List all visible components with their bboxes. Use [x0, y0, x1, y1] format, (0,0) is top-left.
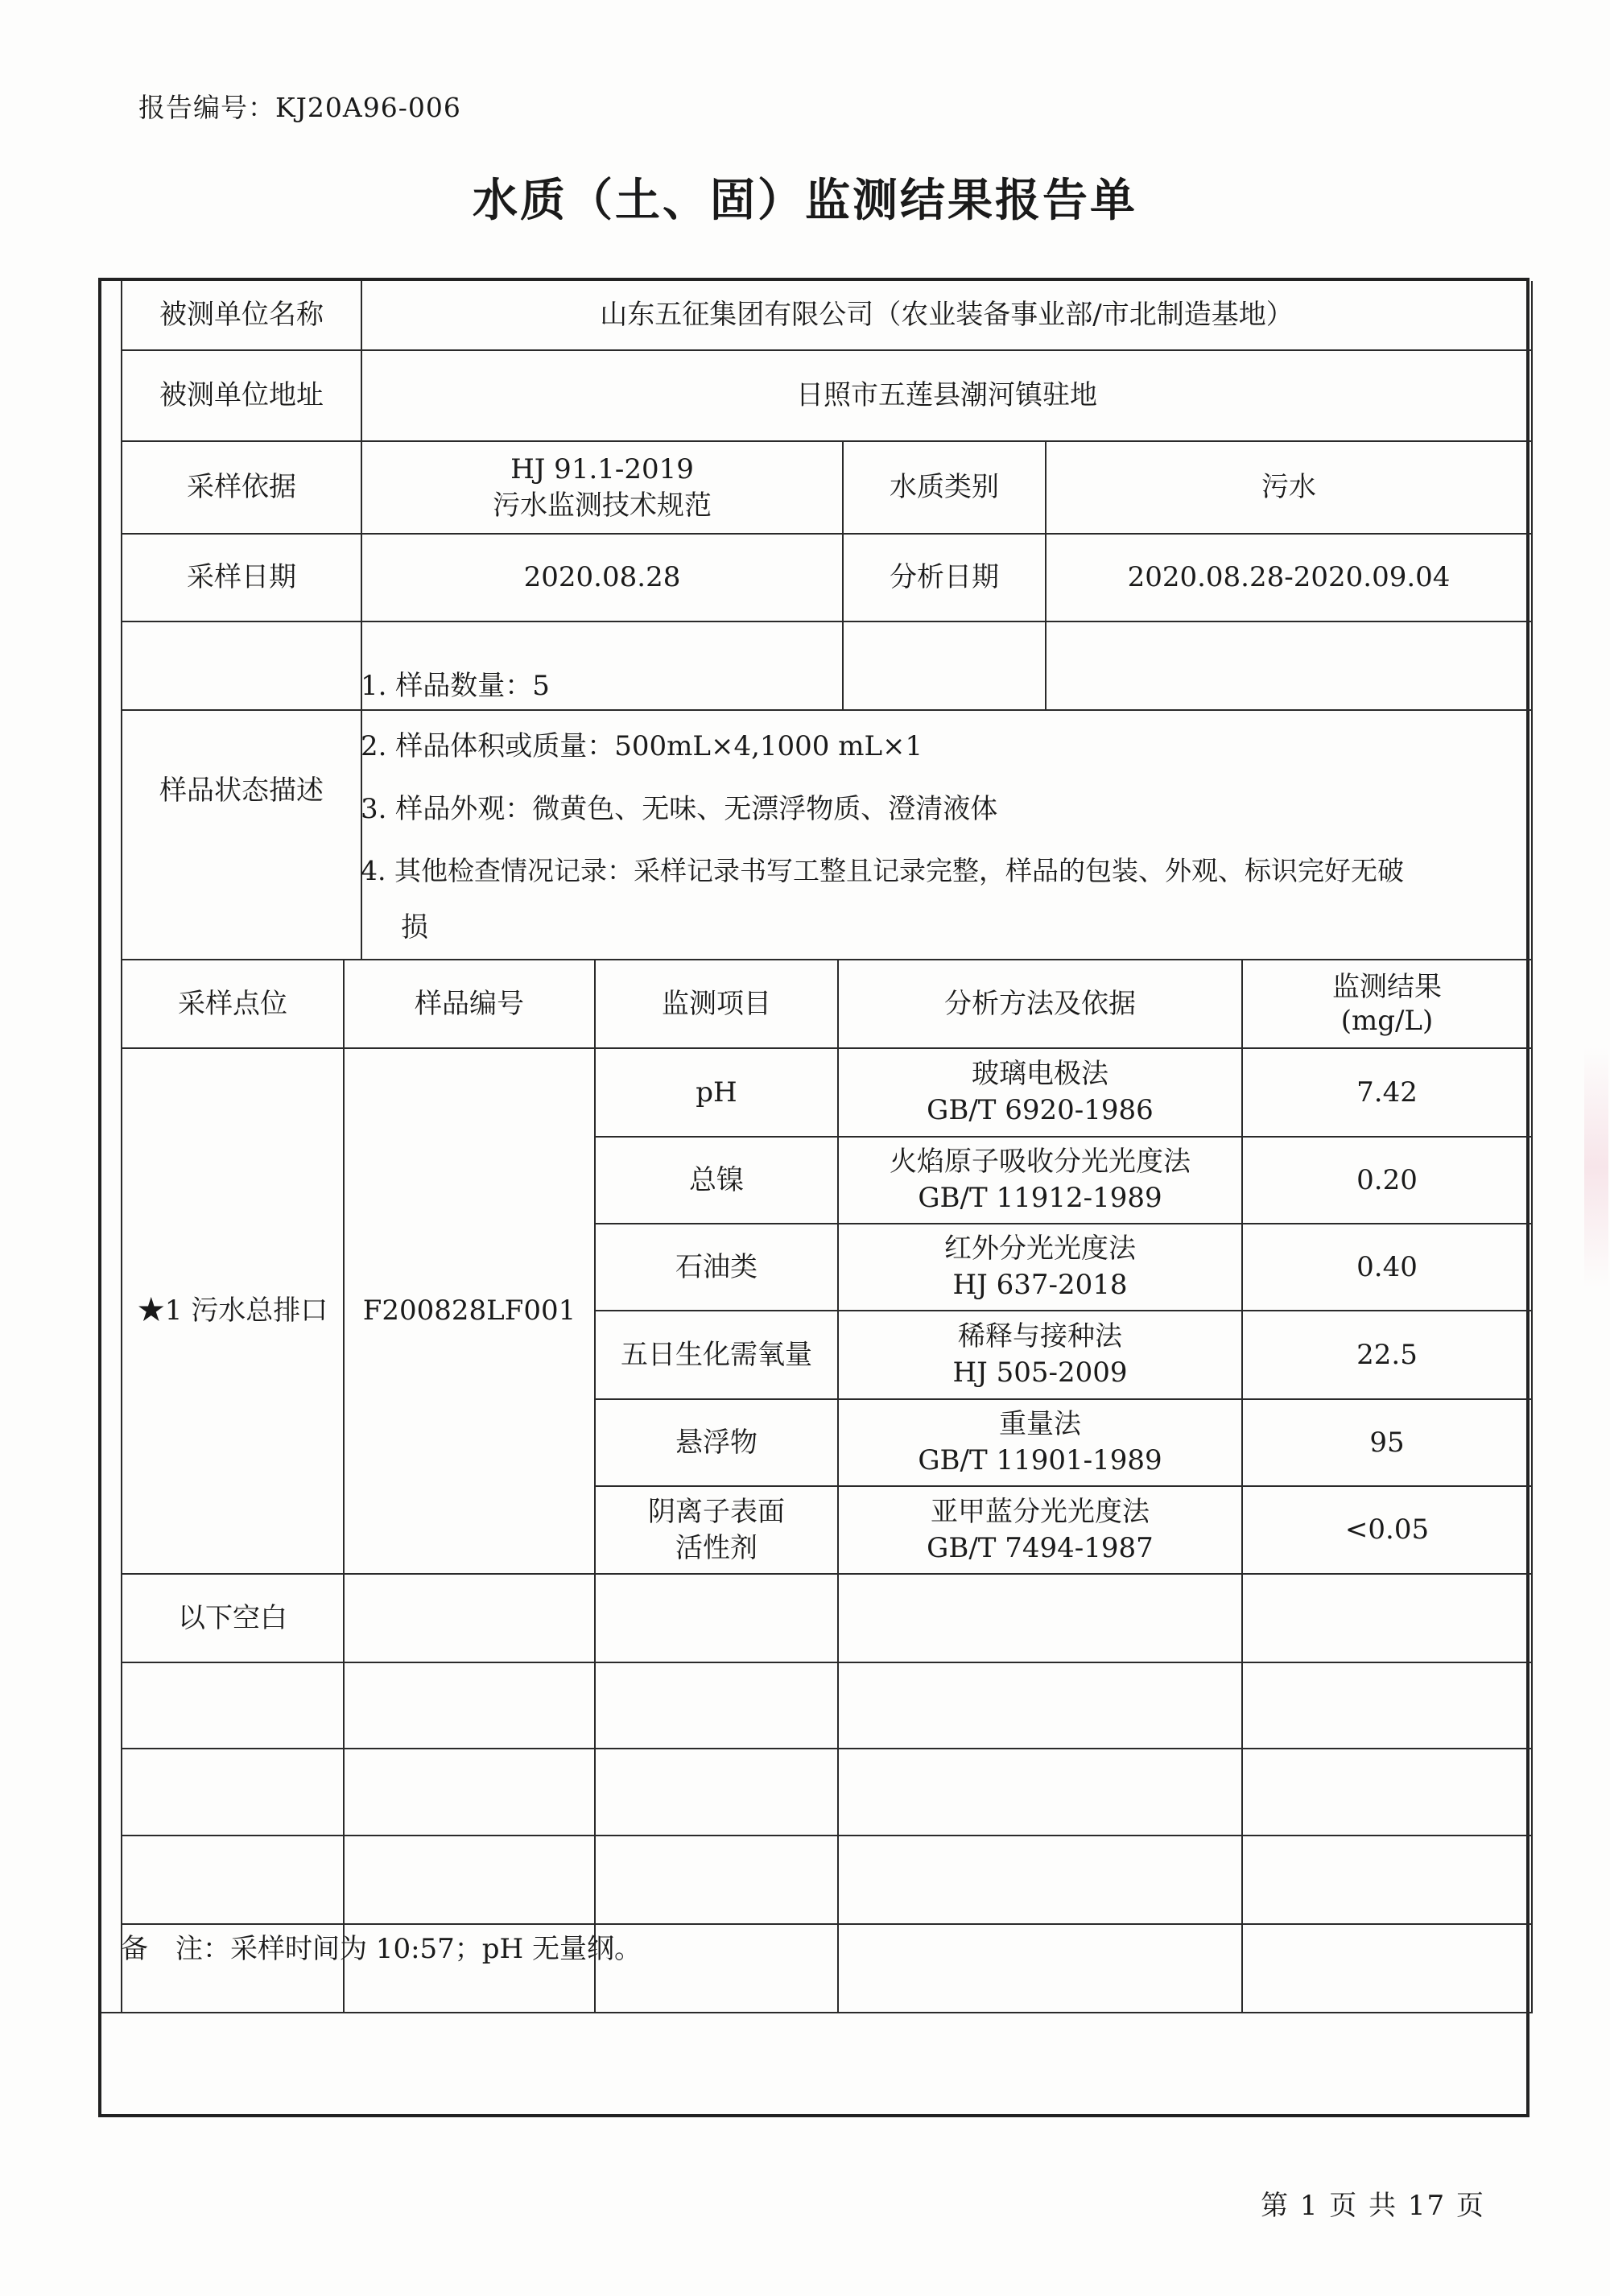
result-method: [839, 1049, 1241, 1136]
stamp-edge-mark: [1584, 1047, 1608, 1288]
sample-description-item: 4. 其他检查情况记录：采样记录书写工整且记录完整，样品的包装、外观、标识完好无破: [361, 855, 1404, 886]
header-sample-number: 样品编号: [415, 987, 524, 1020]
remark: 备 注：采样时间为 10:57；pH 无量纲。: [121, 1933, 642, 1965]
report-number-value: KJ20A96-006: [275, 92, 461, 123]
sample-description-label: 样品状态描述: [159, 774, 324, 807]
header-result: [1243, 960, 1531, 1047]
result-value: 0.20: [1356, 1163, 1418, 1196]
result-method-name: 重量法: [999, 1408, 1081, 1441]
result-method: [839, 1224, 1241, 1310]
result-item: 五日生化需氧量: [621, 1338, 812, 1371]
page-title: 水质（土、固）监测结果报告单: [473, 175, 1137, 227]
header-analysis-method: 分析方法及依据: [944, 987, 1136, 1020]
result-method: [839, 1138, 1241, 1223]
unit-name-label: 被测单位名称: [159, 299, 324, 332]
sampling-basis-code: HJ 91.1-2019: [510, 452, 694, 485]
blank-note: 以下空白: [178, 1601, 287, 1634]
result-item: 总镍: [689, 1163, 744, 1196]
result-item: 阴离子表面 活性剂: [648, 1495, 785, 1564]
result-method-standard: HJ 637-2018: [952, 1269, 1128, 1301]
result-item: pH: [696, 1076, 737, 1109]
sample-description-item: 2. 样品体积或质量：500mL×4,1000 mL×1: [361, 730, 923, 762]
result-method-name: 亚甲蓝分光光度法: [931, 1495, 1150, 1528]
unit-address-value: 日照市五莲县潮河镇驻地: [796, 379, 1097, 412]
sample-description-item: 1. 样品数量：5: [361, 670, 550, 702]
sample-description-item: 3. 样品外观：微黄色、无味、无漂浮物质、澄清液体: [361, 793, 998, 825]
report-table: [98, 278, 1530, 2117]
result-method-standard: GB/T 11912-1989: [918, 1182, 1162, 1214]
unit-name-value: 山东五征集团有限公司（农业装备事业部/市北制造基地）: [600, 299, 1294, 332]
sample-description-item-cont: 损: [401, 911, 428, 944]
result-method-standard: GB/T 11901-1989: [918, 1444, 1162, 1476]
sample-number-value: F200828LF001: [362, 1295, 576, 1328]
result-method-name: 火焰原子吸收分光光度法: [890, 1146, 1191, 1179]
report-number-label: 报告编号：: [138, 92, 275, 123]
analysis-date-label: 分析日期: [890, 561, 999, 594]
header-result-title: 监测结果: [1332, 970, 1442, 1003]
result-method-standard: GB/T 6920-1986: [927, 1094, 1154, 1126]
page-number: 第 1 页 共 17 页: [1261, 2190, 1485, 2222]
result-method: [839, 1400, 1241, 1485]
header-result-unit: (mg/L): [1340, 1005, 1434, 1037]
sampling-basis-label: 采样依据: [187, 471, 296, 504]
header-sampling-point: 采样点位: [178, 987, 287, 1020]
result-method-standard: HJ 505-2009: [952, 1357, 1128, 1389]
result-value: <0.05: [1344, 1513, 1430, 1546]
header-monitoring-item: 监测项目: [662, 987, 771, 1020]
result-method: [839, 1487, 1241, 1573]
result-method-name: 红外分光光度法: [944, 1233, 1136, 1266]
report-number: [138, 87, 461, 125]
water-type-value: 污水: [1261, 471, 1316, 504]
sampling-date-value: 2020.08.28: [523, 561, 681, 594]
result-value: 95: [1369, 1426, 1405, 1459]
analysis-date-value: 2020.08.28-2020.09.04: [1127, 561, 1451, 594]
result-method: [839, 1311, 1241, 1398]
result-item: 石油类: [675, 1250, 758, 1283]
result-method-standard: GB/T 7494-1987: [927, 1531, 1154, 1564]
sampling-basis-value: [362, 442, 842, 533]
sampling-date-label: 采样日期: [187, 561, 296, 594]
sampling-basis-name: 污水监测技术规范: [493, 489, 712, 522]
unit-address-label: 被测单位地址: [159, 379, 324, 412]
water-type-label: 水质类别: [890, 471, 999, 504]
result-value: 7.42: [1356, 1076, 1418, 1109]
result-item: 悬浮物: [675, 1426, 758, 1459]
result-value: 22.5: [1356, 1338, 1418, 1371]
result-method-name: 稀释与接种法: [958, 1320, 1122, 1353]
sampling-point-value: ★1 污水总排口: [137, 1295, 328, 1328]
result-value: 0.40: [1356, 1250, 1418, 1283]
result-method-name: 玻璃电极法: [972, 1058, 1108, 1091]
